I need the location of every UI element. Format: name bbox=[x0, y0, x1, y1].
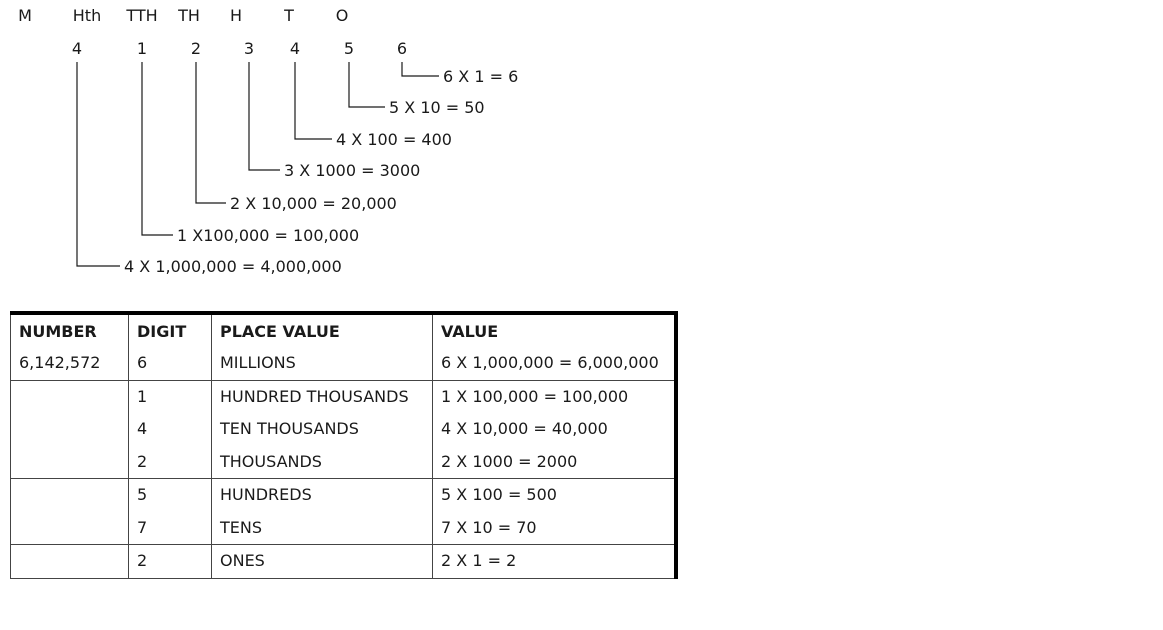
digit: 5 bbox=[343, 39, 355, 58]
digit: 6 bbox=[396, 39, 408, 58]
connector-line bbox=[295, 62, 332, 139]
place-cell: ONES bbox=[212, 545, 433, 579]
table-header-row bbox=[11, 313, 676, 347]
value-cell: 2 X 1000 = 2000 bbox=[433, 446, 676, 479]
place-label: Hth bbox=[72, 6, 102, 25]
value-cell: 6 X 1,000,000 = 6,000,000 bbox=[433, 347, 676, 380]
place-labels bbox=[18, 6, 348, 25]
place-label: O bbox=[335, 6, 349, 25]
digit: 2 bbox=[190, 39, 202, 58]
connector-line bbox=[349, 62, 385, 107]
place-label: TH bbox=[178, 6, 200, 25]
place-label: M bbox=[18, 6, 32, 25]
connector-line bbox=[142, 62, 173, 235]
value-cell: 7 X 10 = 70 bbox=[433, 512, 676, 545]
expansion-text: 4 X 1,000,000 = 4,000,000 bbox=[124, 257, 342, 276]
connector-line bbox=[402, 62, 439, 76]
value-cell: 2 X 1 = 2 bbox=[433, 545, 676, 579]
digit-row bbox=[72, 39, 407, 58]
table-row bbox=[11, 512, 676, 545]
place-cell: MILLIONS bbox=[212, 347, 433, 380]
place-label: T bbox=[284, 6, 294, 25]
number-cell: 6,142,572 bbox=[11, 347, 129, 380]
place-label: TTH bbox=[126, 6, 158, 25]
digit-cell: 1 bbox=[129, 380, 212, 413]
number-cell-empty bbox=[11, 413, 129, 446]
expansion-text: 2 X 10,000 = 20,000 bbox=[230, 194, 397, 213]
number-cell-empty bbox=[11, 446, 129, 479]
table-row bbox=[11, 545, 676, 579]
digit-cell: 6 bbox=[129, 347, 212, 380]
place-cell: TENS bbox=[212, 512, 433, 545]
digit-cell: 7 bbox=[129, 512, 212, 545]
table-row bbox=[11, 347, 676, 380]
value-cell: 4 X 10,000 = 40,000 bbox=[433, 413, 676, 446]
digit: 3 bbox=[243, 39, 255, 58]
number-cell-empty bbox=[11, 380, 129, 413]
place-value-diagram bbox=[0, 0, 760, 300]
header-digit: DIGIT bbox=[129, 313, 212, 347]
place-cell: THOUSANDS bbox=[212, 446, 433, 479]
place-label: H bbox=[229, 6, 243, 25]
value-cell: 1 X 100,000 = 100,000 bbox=[433, 380, 676, 413]
digit-cell: 4 bbox=[129, 413, 212, 446]
digit: 1 bbox=[136, 39, 148, 58]
number-cell-empty bbox=[11, 545, 129, 579]
connector-line bbox=[196, 62, 226, 203]
expansion-text: 3 X 1000 = 3000 bbox=[284, 161, 421, 180]
place-cell: HUNDREDS bbox=[212, 479, 433, 512]
connector-line bbox=[77, 62, 120, 266]
digit-cell: 2 bbox=[129, 545, 212, 579]
expansion-text: 1 X100,000 = 100,000 bbox=[177, 226, 360, 245]
table-row bbox=[11, 446, 676, 479]
digit-cell: 2 bbox=[129, 446, 212, 479]
table-row bbox=[11, 413, 676, 446]
digit-cell: 5 bbox=[129, 479, 212, 512]
place-value-table bbox=[10, 311, 678, 579]
digit: 4 bbox=[71, 39, 83, 58]
expansion-text: 5 X 10 = 50 bbox=[389, 98, 485, 117]
header-place-value: PLACE VALUE bbox=[212, 313, 433, 347]
header-number: NUMBER bbox=[11, 313, 129, 347]
header-value: VALUE bbox=[433, 313, 676, 347]
connector-line bbox=[249, 62, 280, 170]
number-cell-empty bbox=[11, 479, 129, 512]
expansion-list bbox=[124, 67, 518, 276]
table-row bbox=[11, 380, 676, 413]
number-cell-empty bbox=[11, 512, 129, 545]
place-cell: TEN THOUSANDS bbox=[212, 413, 433, 446]
expansion-text: 6 X 1 = 6 bbox=[443, 67, 519, 86]
value-cell: 5 X 100 = 500 bbox=[433, 479, 676, 512]
table-row bbox=[11, 479, 676, 512]
place-cell: HUNDRED THOUSANDS bbox=[212, 380, 433, 413]
digit: 4 bbox=[289, 39, 301, 58]
expansion-text: 4 X 100 = 400 bbox=[336, 130, 452, 149]
